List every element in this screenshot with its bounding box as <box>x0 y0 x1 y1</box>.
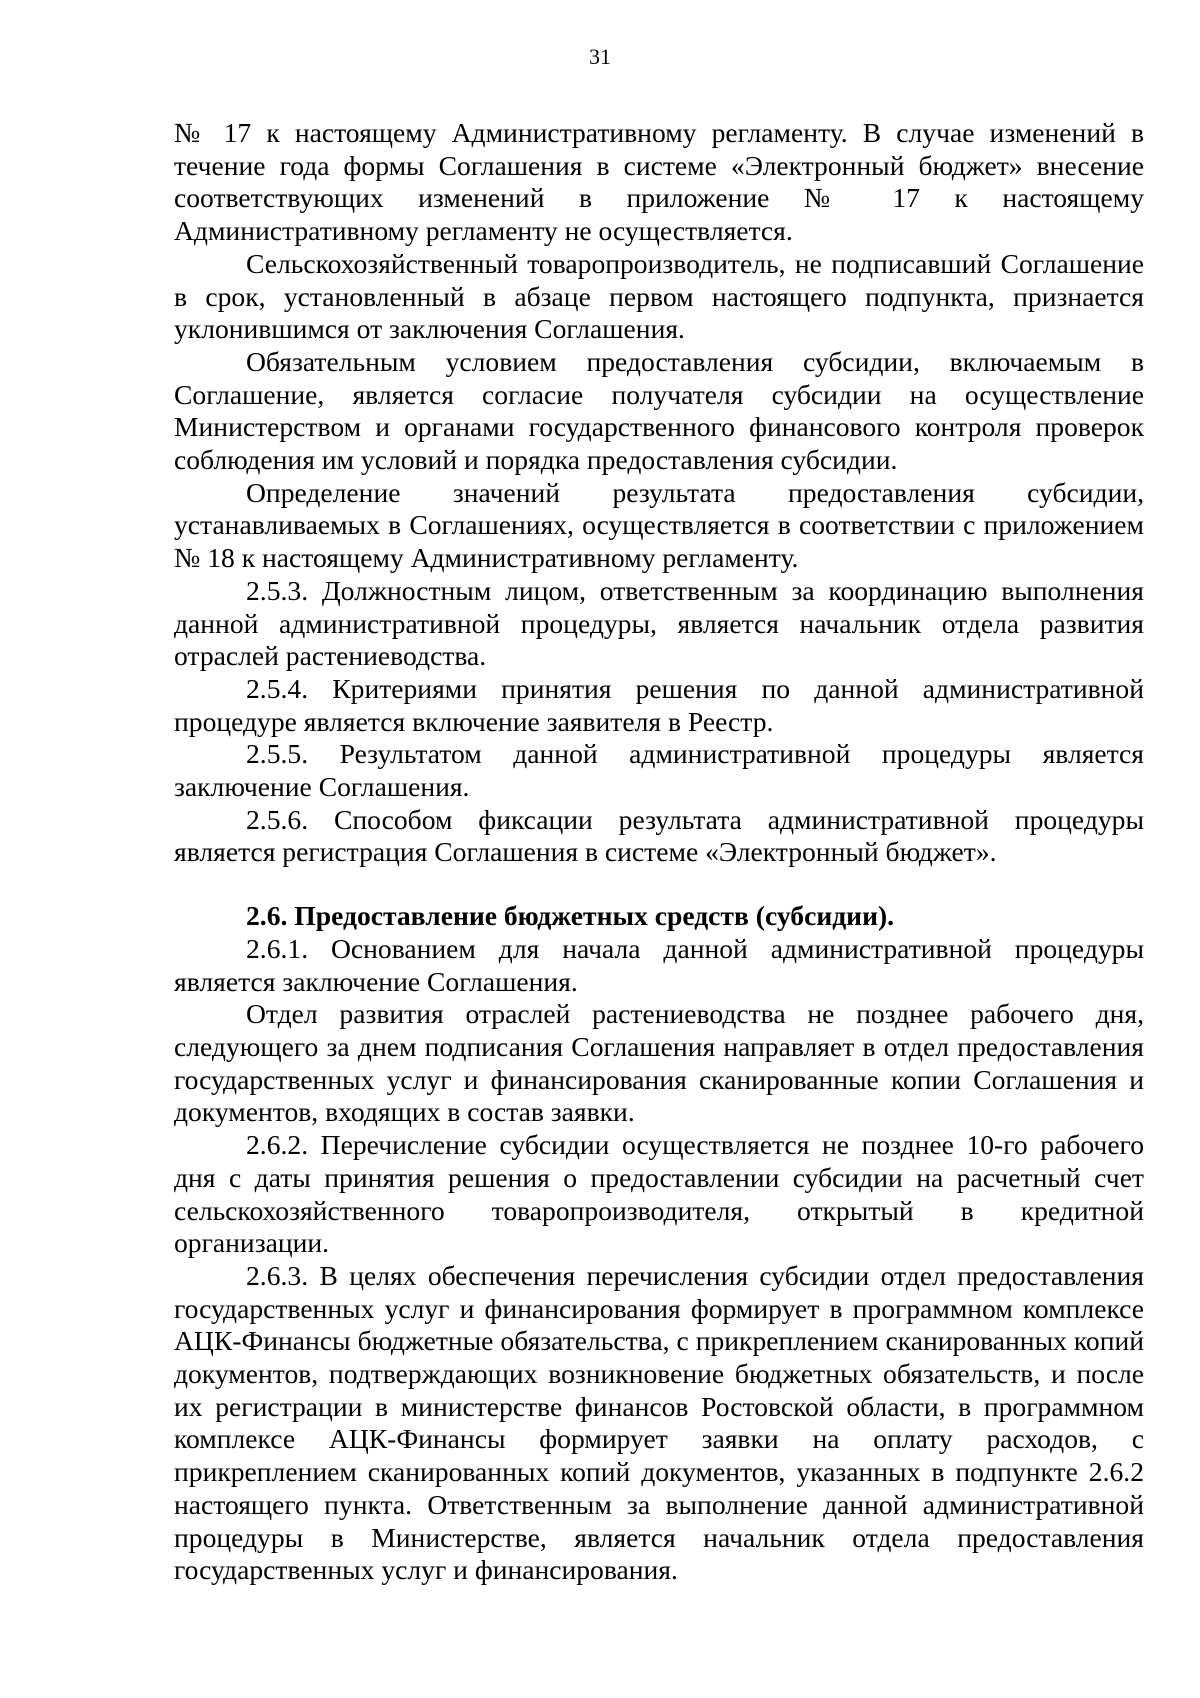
paragraph: Отдел развития отраслей растениеводства не позднее рабочего дня, следующего за днем подписания Соглашения направляет в отдел предоставления государственных услуг и финансирования сканированные копии Соглашения и документов, входящих в состав заявки. <box>174 998 1144 1128</box>
paragraph: 2.6.2. Перечисление субсидии осуществляется не позднее 10-го рабочего дня с даты принятия решения о предоставлении субсидии на расчетный счет сельскохозяйственного товаропроизводителя, открытый в кредитной организации. <box>174 1129 1144 1259</box>
page-number: 31 <box>589 44 611 69</box>
paragraph: Обязательным условием предоставления субсидии, включаемым в Соглашение, является согласие получателя субсидии на осуществление Министерством и органами государственного финансового контроля проверок соблюдения им условий и порядка предоставления субсидии. <box>174 345 1144 476</box>
document-body <box>174 117 1144 1587</box>
paragraph: 2.6.1. Основанием для начала данной административной процедуры является заключение Соглашения. <box>174 932 1144 997</box>
paragraph: 2.5.6. Способом фиксации результата административной процедуры является регистрация Соглашения в системе «Электронный бюджет». <box>174 803 1144 868</box>
paragraph: 2.5.4. Критериями принятия решения по данной административной процедуре является включение заявителя в Реестр. <box>174 672 1144 737</box>
paragraph: Определение значений результата предоставления субсидии, устанавливаемых в Соглашениях, осуществляется в соответствии с приложением № 18 к настоящему Административному регламенту. <box>174 476 1144 574</box>
paragraph: 2.5.5. Результатом данной административной процедуры является заключение Соглашения. <box>174 738 1144 803</box>
paragraph: 2.6.3. В целях обеспечения перечисления субсидии отдел предоставления государственных услуг и финансирования формирует в программном комплексе АЦК-Финансы бюджетные обязательства, с прикреплением сканированных копий документов, подтверждающих возникновение бюджетных обязательств, и после их регистрации в министерстве финансов Ростовской области, в программном комплексе АЦК-Финансы формирует заявки на оплату расходов, с прикреплением сканированных копий документов, указанных в подпункте 2.6.2 настоящего пункта. Ответственным за выполнение данной административной процедуры в Министерстве, является начальник отдела предоставления государственных услуг и финансирования. <box>174 1259 1144 1586</box>
section-heading: 2.6. Предоставление бюджетных средств (субсидии). <box>246 900 895 932</box>
paragraph: 2.5.3. Должностным лицом, ответственным за координацию выполнения данной административной процедуры, является начальник отдела развития отраслей растениеводства. <box>174 574 1144 672</box>
paragraph: Сельскохозяйственный товаропроизводитель, не подписавший Соглашение в срок, установленный в абзаце первом настоящего подпункта, признается уклонившимся от заключения Соглашения. <box>174 247 1144 345</box>
paragraph: № 17 к настоящему Административному регламенту. В случае изменений в течение года формы Соглашения в системе «Электронный бюджет» внесение соответствующих изменений в приложение № 17 к настоящему Административному регламенту не осуществляется. <box>174 117 1144 247</box>
